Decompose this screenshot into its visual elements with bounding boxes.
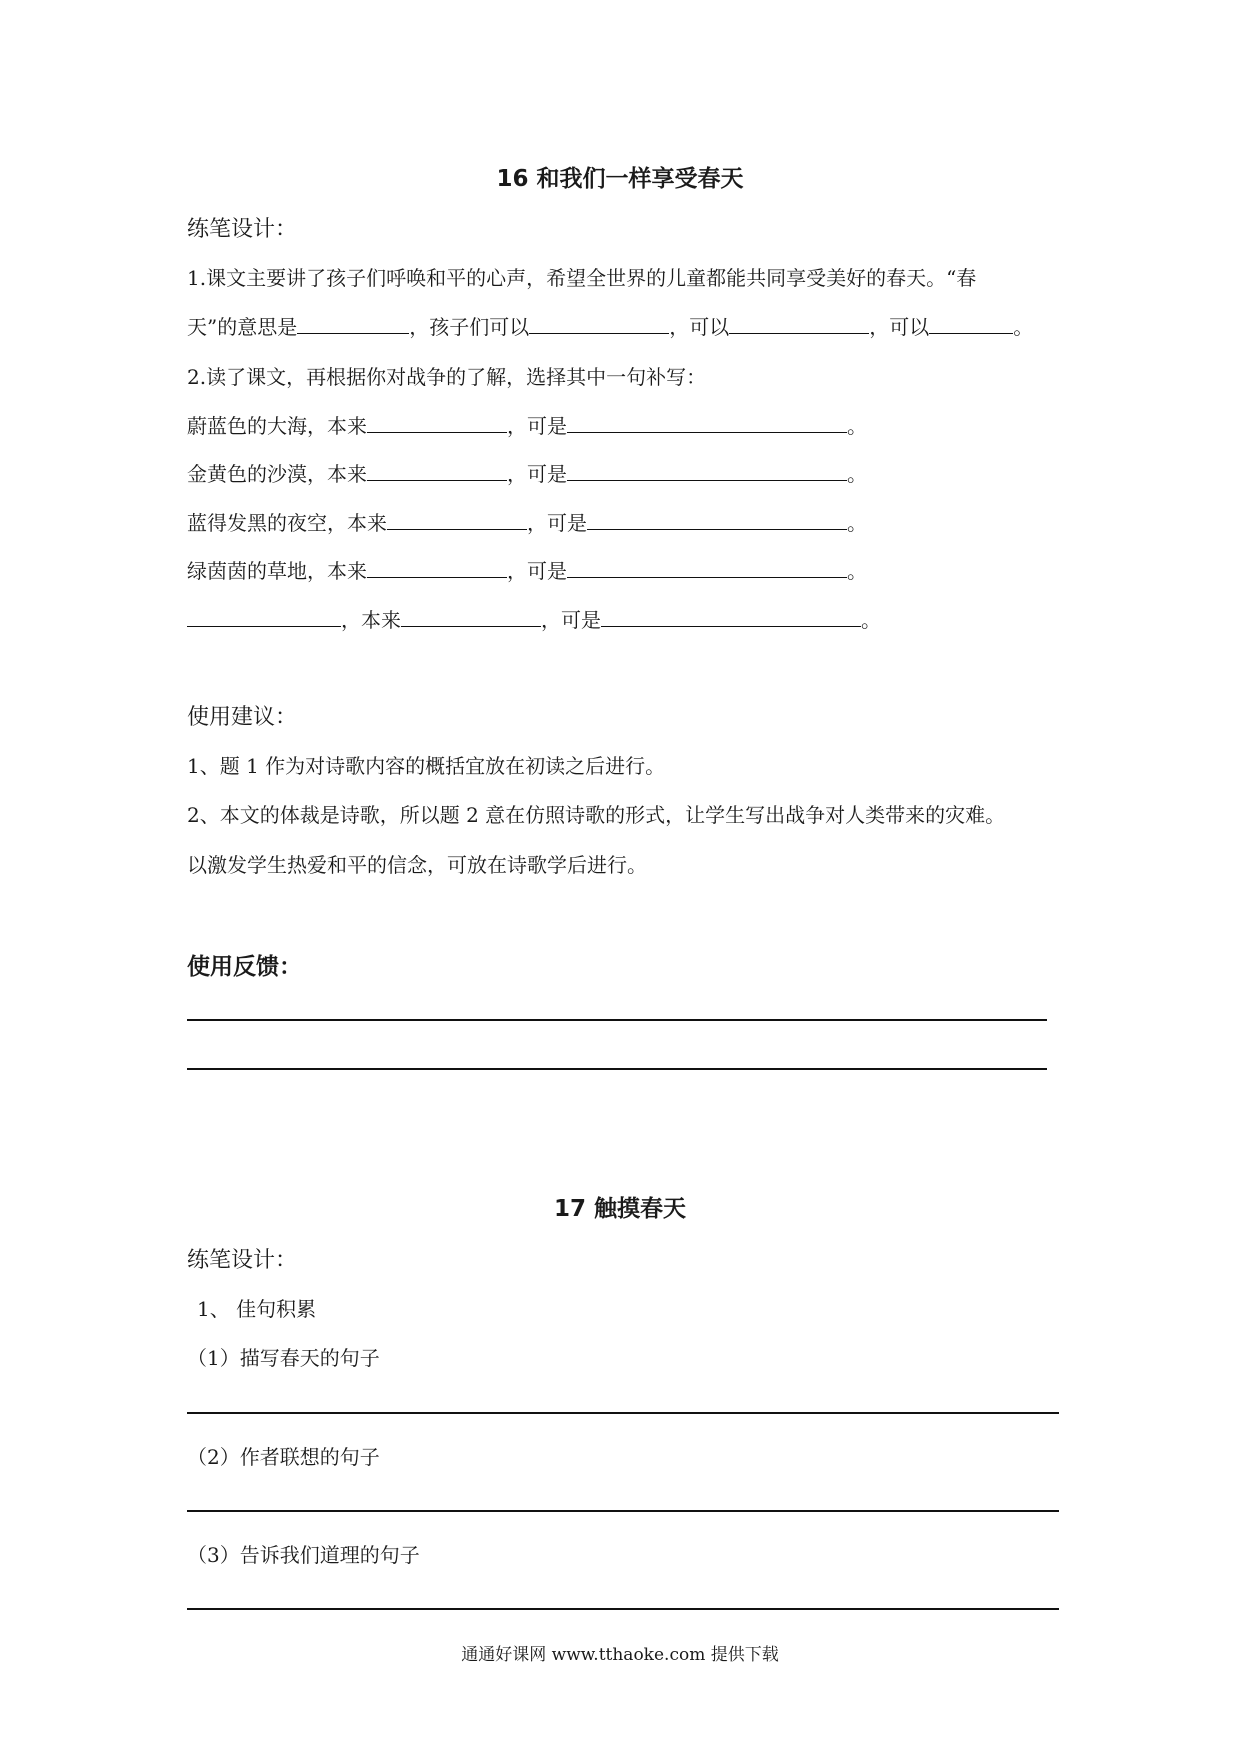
q2-intro: 2.读了课文，再根据你对战争的了解，选择其中一句补写： [187, 365, 707, 389]
q2-row-end: 。 [861, 608, 881, 632]
lesson17-title: 17 触摸春天 [553, 1196, 686, 1222]
q1-text-can2: ，可以 [869, 315, 930, 339]
subitem-1-answer-line[interactable] [187, 1412, 1059, 1414]
q2-row-grass [187, 555, 867, 584]
q2-row-custom [187, 604, 881, 633]
q2-row-keshi: ，可是 [541, 608, 601, 632]
q2-blank-benlai[interactable] [367, 462, 507, 481]
q2-row-keshi: ，可是 [507, 462, 567, 486]
lesson16-design-heading: 练笔设计： [187, 217, 298, 242]
q2-row-subject: 绿茵茵的草地 [187, 559, 307, 583]
q2-row-keshi: ，可是 [507, 414, 567, 438]
q1-blank-can2[interactable] [929, 315, 1013, 334]
subitem-2-answer-line[interactable] [187, 1510, 1059, 1512]
q2-blank-subject[interactable] [187, 608, 341, 627]
q2-row-keshi: ，可是 [507, 559, 567, 583]
q2-row-benlai: ，本来 [307, 414, 367, 438]
lesson17-subitem-2: （2）作者联想的句子 [187, 1445, 380, 1469]
q1-blank-can1[interactable] [729, 315, 869, 334]
q2-blank-keshi[interactable] [567, 462, 847, 481]
usage-item-2: 2、本文的体裁是诗歌，所以题 2 意在仿照诗歌的形式，让学生写出战争对人类带来的灾难。 [187, 803, 1006, 827]
q2-row-end: 。 [847, 559, 867, 583]
q2-row-end: 。 [847, 511, 867, 535]
q1-text-can1: ，可以 [669, 315, 730, 339]
lesson17-item-1: 1、 佳句积累 [197, 1297, 317, 1321]
q1-text-meaning: 天”的意思是 [187, 315, 298, 339]
q2-row-end: 。 [847, 414, 867, 438]
q2-row-sea [187, 410, 867, 439]
q2-blank-keshi[interactable] [567, 559, 847, 578]
feedback-heading: 使用反馈： [187, 954, 302, 980]
subitem-3-answer-line[interactable] [187, 1608, 1059, 1610]
q1-blank-children[interactable] [529, 315, 669, 334]
q1-line1: 1.课文主要讲了孩子们呼唤和平的心声，希望全世界的儿童都能共同享受美好的春天。“春 [187, 266, 977, 290]
page-footer: 通通好课网 www.tthaoke.com 提供下载 [461, 1645, 779, 1665]
q2-blank-keshi[interactable] [587, 511, 847, 530]
q2-row-end: 。 [847, 462, 867, 486]
q2-row-keshi: ，可是 [527, 511, 587, 535]
q2-row-benlai: ，本来 [341, 608, 401, 632]
usage-item-3: 以激发学生热爱和平的信念，可放在诗歌学后进行。 [187, 853, 647, 877]
lesson17-subitem-1: （1）描写春天的句子 [187, 1346, 380, 1370]
q2-blank-keshi[interactable] [601, 608, 861, 627]
q2-row-desert [187, 458, 867, 487]
q2-blank-benlai[interactable] [367, 559, 507, 578]
lesson16-title: 16 和我们一样享受春天 [496, 166, 744, 192]
q2-row-subject: 蔚蓝色的大海 [187, 414, 307, 438]
lesson17-design-heading: 练笔设计： [187, 1248, 298, 1273]
q1-blank-meaning[interactable] [297, 315, 409, 334]
q2-blank-keshi[interactable] [567, 414, 847, 433]
usage-heading: 使用建议： [187, 705, 298, 730]
q2-row-subject: 蓝得发黑的夜空 [187, 511, 327, 535]
q2-row-subject: 金黄色的沙漠 [187, 462, 307, 486]
q2-row-benlai: ，本来 [307, 462, 367, 486]
q1-line2 [187, 311, 1033, 340]
q2-row-benlai: ，本来 [327, 511, 387, 535]
feedback-line-2[interactable] [187, 1068, 1047, 1070]
lesson17-subitem-3: （3）告诉我们道理的句子 [187, 1543, 420, 1567]
q2-row-night [187, 507, 867, 536]
q2-blank-benlai[interactable] [387, 511, 527, 530]
q1-text-end: 。 [1013, 315, 1034, 339]
q2-blank-benlai[interactable] [367, 414, 507, 433]
q2-row-benlai: ，本来 [307, 559, 367, 583]
usage-item-1: 1、题 1 作为对诗歌内容的概括宜放在初读之后进行。 [187, 754, 666, 778]
feedback-line-1[interactable] [187, 1019, 1047, 1021]
q1-text-children: ，孩子们可以 [409, 315, 530, 339]
q2-blank-benlai[interactable] [401, 608, 541, 627]
